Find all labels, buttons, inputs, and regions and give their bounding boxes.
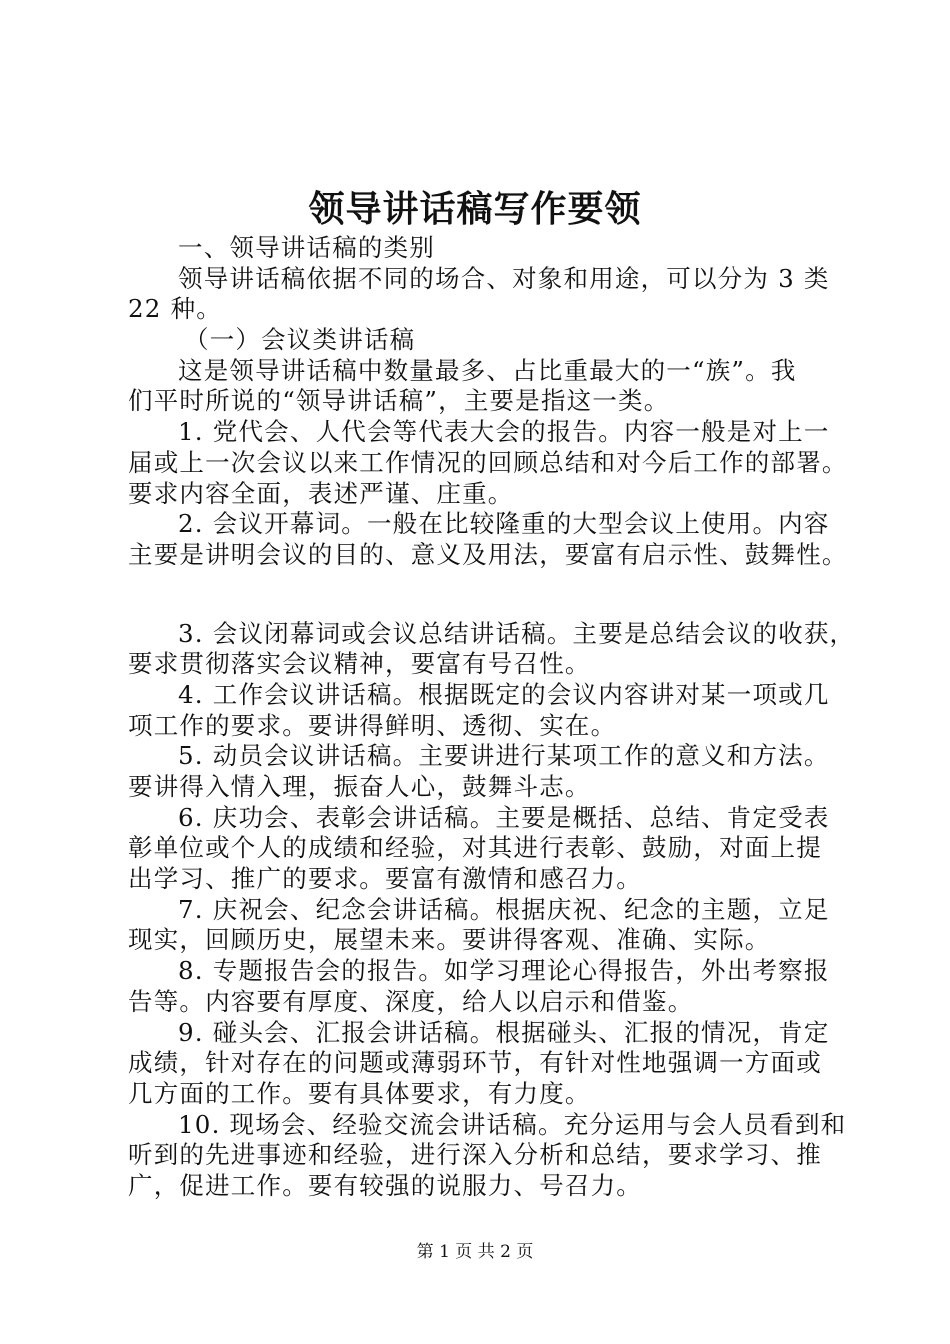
section-heading: 一、领导讲话稿的类别 xyxy=(178,233,435,262)
paragraph-line: 告等。内容要有厚度、深度，给人以启示和借鉴。 xyxy=(128,986,694,1016)
paragraph-line: 2. 会议开幕词。一般在比较隆重的大型会议上使用。内容 xyxy=(178,509,830,539)
paragraph-line: 彰单位或个人的成绩和经验，对其进行表彰、鼓励，对面上提 xyxy=(128,833,822,863)
blank-line xyxy=(128,571,838,619)
paragraph-line: 22 种。 xyxy=(128,294,222,324)
document-body xyxy=(128,233,856,1202)
paragraph-line: 3. 会议闭幕词或会议总结讲话稿。主要是总结会议的收获， xyxy=(178,618,856,648)
paragraph-line: 领导讲话稿依据不同的场合、对象和用途，可以分为 3 类 xyxy=(178,263,830,293)
paragraph-line: 1. 党代会、人代会等代表大会的报告。内容一般是对上一 xyxy=(178,417,830,447)
paragraph-line: 8. 专题报告会的报告。如学习理论心得报告，外出考察报 xyxy=(178,956,830,986)
subsection-heading: （一）会议类讲话稿 xyxy=(184,325,416,355)
paragraph-line: 几方面的工作。要有具体要求，有力度。 xyxy=(128,1078,591,1108)
paragraph-line: 听到的先进事迹和经验，进行深入分析和总结，要求学习、推 xyxy=(128,1140,822,1170)
paragraph-line: 要讲得入情入理，振奋人心，鼓舞斗志。 xyxy=(128,772,591,801)
paragraph-line: 项工作的要求。要讲得鲜明、透彻、实在。 xyxy=(128,710,617,740)
paragraph-line: 出学习、推广的要求。要富有激情和感召力。 xyxy=(128,864,642,894)
paragraph-line: 6. 庆功会、表彰会讲话稿。主要是概括、总结、肯定受表 xyxy=(178,802,830,832)
page-number-footer: 第 1 页 共 2 页 xyxy=(416,1242,534,1262)
paragraph-line: 成绩，针对存在的问题或薄弱环节，有针对性地强调一方面或 xyxy=(128,1048,822,1078)
paragraph-line: 要求贯彻落实会议精神，要富有号召性。 xyxy=(128,649,591,679)
paragraph-line: 主要是讲明会议的目的、意义及用法，要富有启示性、鼓舞性。 xyxy=(128,539,848,569)
paragraph-line: 要求内容全面，表述严谨、庄重。 xyxy=(128,478,514,508)
paragraph-line: 9. 碰头会、汇报会讲话稿。根据碰头、汇报的情况，肯定 xyxy=(178,1017,830,1047)
paragraph-line: 这是领导讲话稿中数量最多、占比重最大的一“族”。我 xyxy=(178,355,797,385)
paragraph-line: 届或上一次会议以来工作情况的回顾总结和对今后工作的部署。 xyxy=(128,447,848,477)
paragraph-line: 10. 现场会、经验交流会讲话稿。充分运用与会人员看到和 xyxy=(178,1109,847,1139)
paragraph-line: 广，促进工作。要有较强的说服力、号召力。 xyxy=(128,1170,642,1200)
paragraph-line: 7. 庆祝会、纪念会讲话稿。根据庆祝、纪念的主题，立足 xyxy=(178,894,830,924)
paragraph-line: 现实，回顾历史，展望未来。要讲得客观、准确、实际。 xyxy=(128,925,771,955)
document-title: 领导讲话稿写作要领 xyxy=(308,188,642,230)
paragraph-line: 5. 动员会议讲话稿。主要讲进行某项工作的意义和方法。 xyxy=(178,741,830,771)
paragraph-line: 4. 工作会议讲话稿。根据既定的会议内容讲对某一项或几 xyxy=(178,679,830,709)
paragraph-line: 们平时所说的“领导讲话稿”，主要是指这一类。 xyxy=(128,386,670,416)
